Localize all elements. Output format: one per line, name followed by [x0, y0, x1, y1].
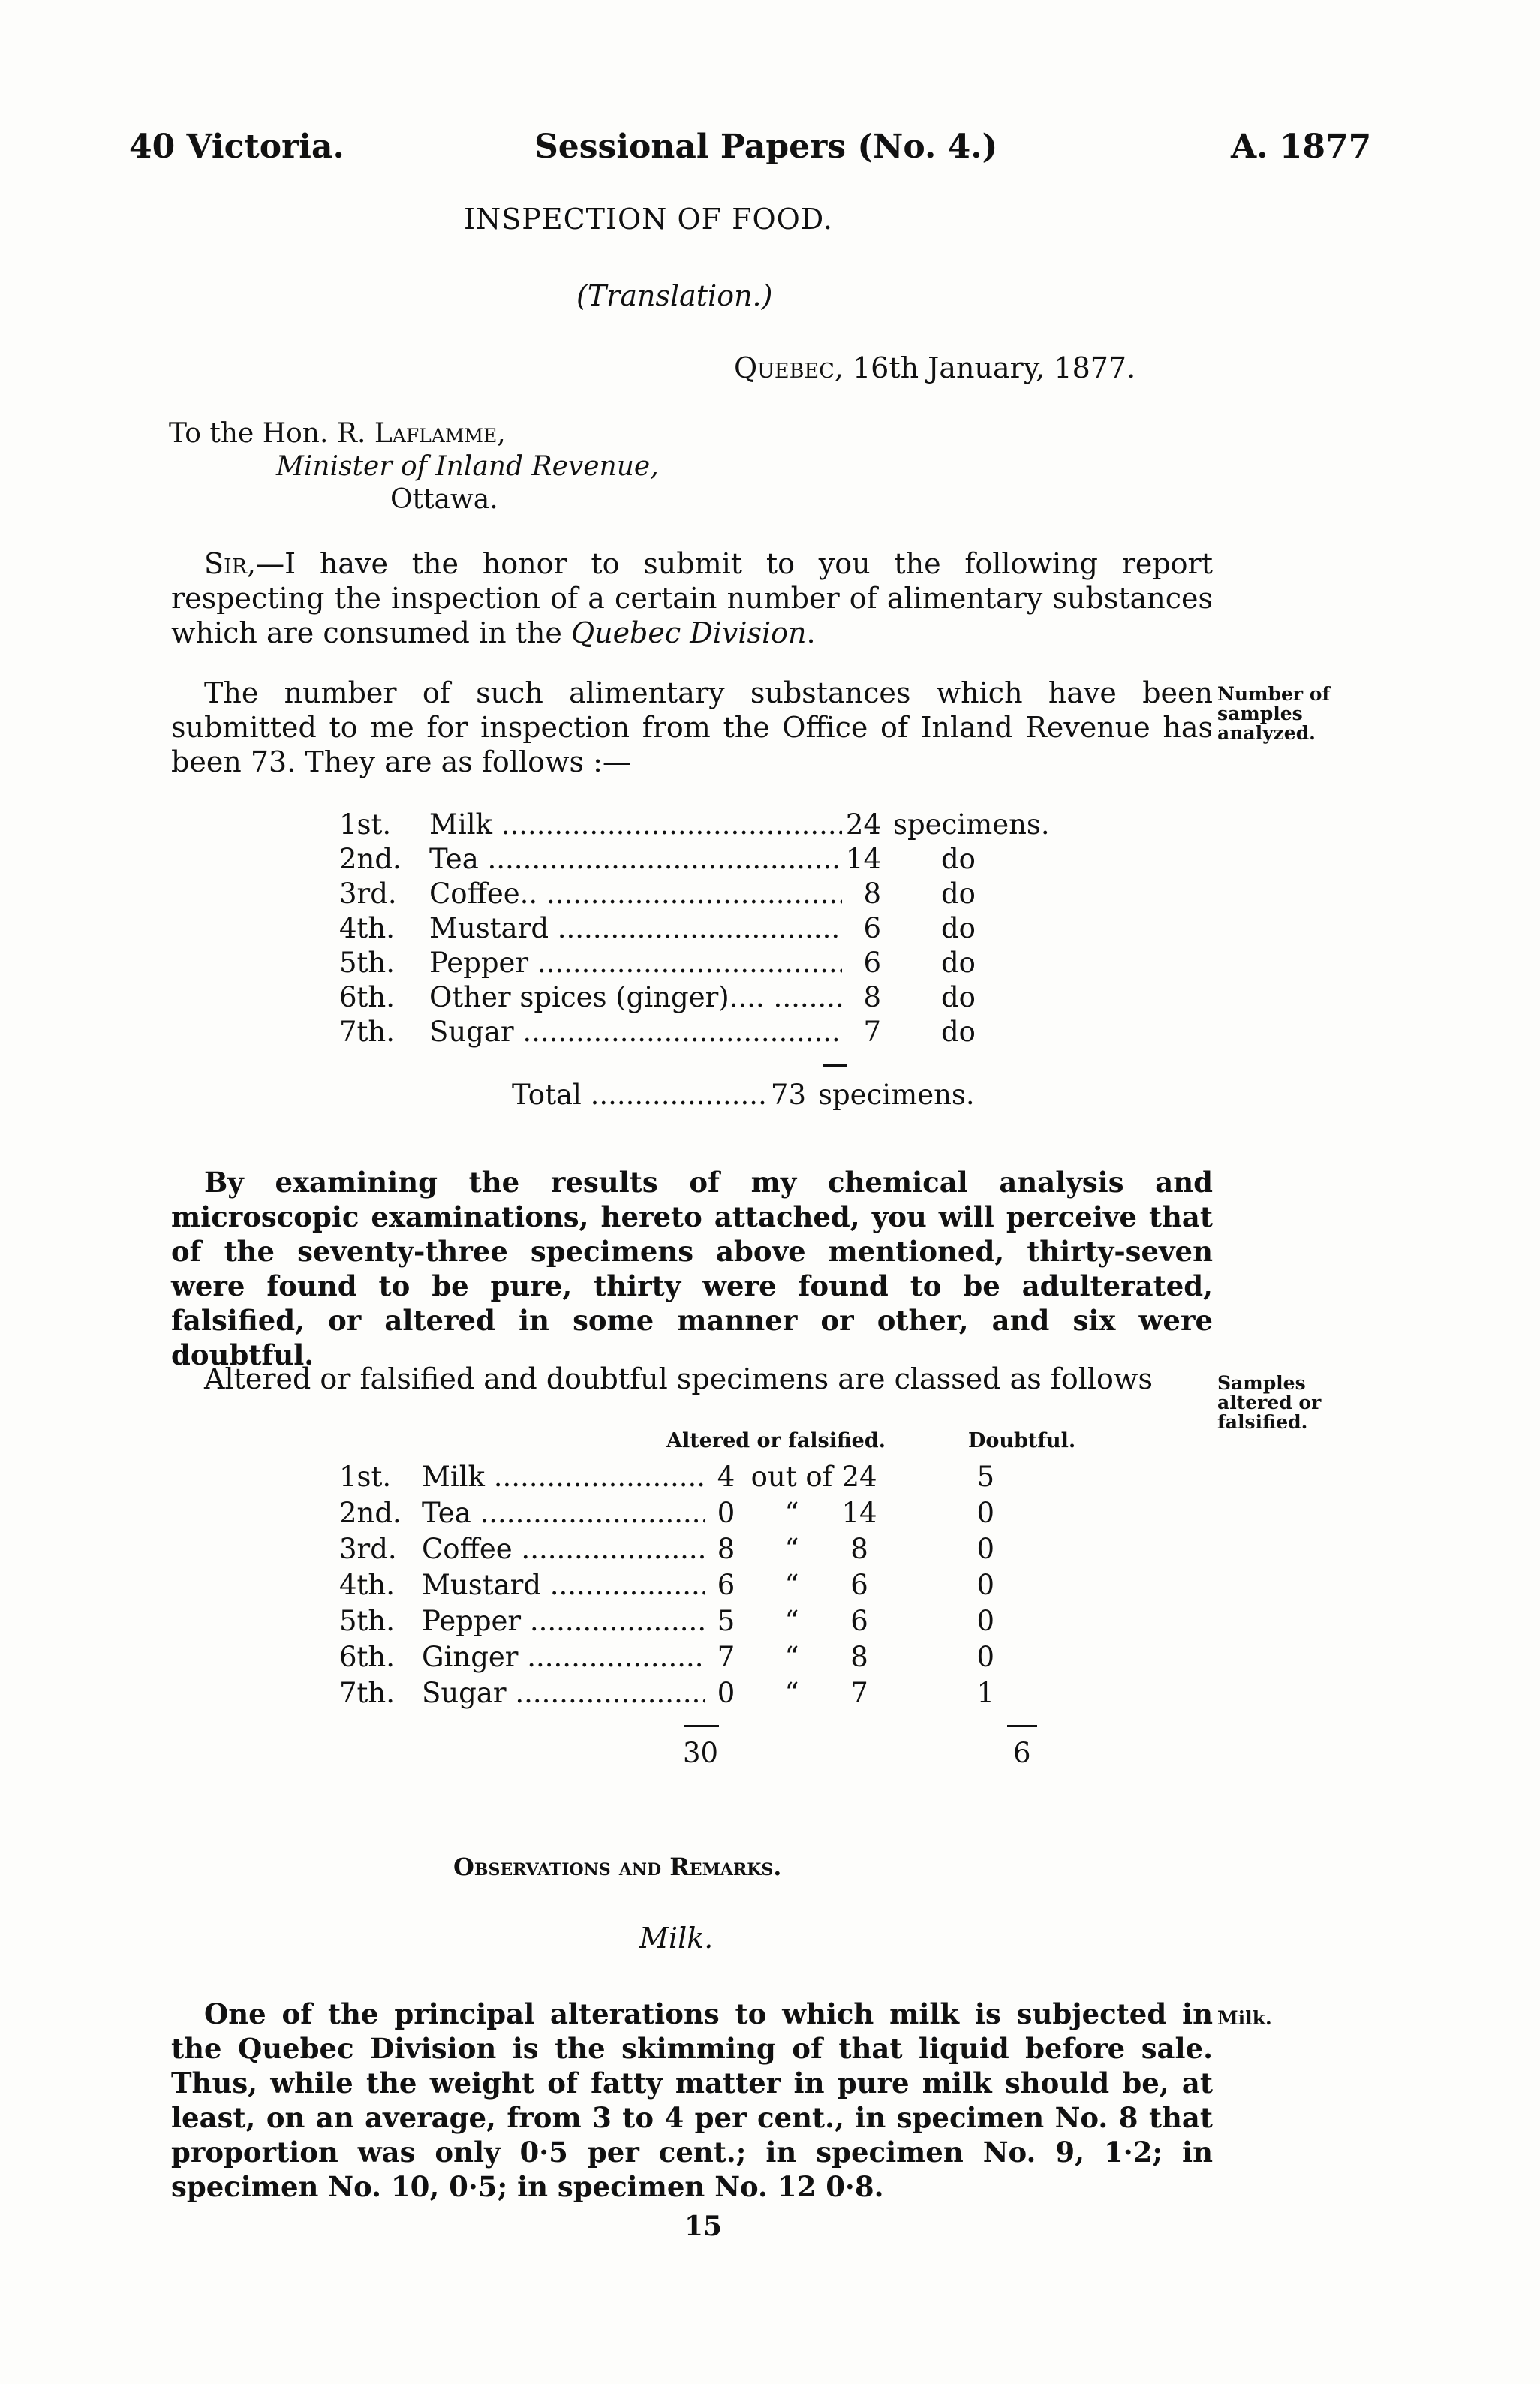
header-center: Sessional Papers (No. 4.) [534, 128, 998, 166]
sample-item-text: Tea [429, 843, 479, 875]
sample-unit: do [941, 912, 976, 944]
classed-total: 6 [850, 1605, 868, 1637]
sample-item [429, 946, 842, 980]
classed-ordinal: 4th. [339, 1569, 395, 1601]
sample-ordinal: 2nd. [339, 843, 402, 875]
salutation: Sir [204, 547, 248, 580]
dateline-date: , 16th January, 1877. [834, 351, 1136, 384]
sample-row [339, 877, 1069, 911]
classed-ordinal: 5th. [339, 1605, 395, 1637]
sample-item-text: Sugar [429, 1016, 514, 1048]
sample-item [429, 980, 842, 1015]
classed-row [339, 1603, 1032, 1639]
classed-item [422, 1603, 705, 1639]
intro-division: Quebec Division [570, 616, 807, 649]
samples-total-label-text: Total [512, 1079, 582, 1111]
sample-ordinal: 6th. [339, 981, 395, 1013]
classed-item [422, 1495, 705, 1531]
col-header-altered: Altered or falsified. [666, 1429, 886, 1452]
classed-item-text: Coffee [422, 1533, 513, 1565]
sample-row [339, 946, 1069, 980]
classed-ordinal: 2nd. [339, 1497, 402, 1529]
classed-doubtful: 1 [976, 1677, 994, 1709]
classed-total: 24 [841, 1461, 877, 1493]
classed-total: 6 [850, 1569, 868, 1601]
classed-total: 8 [850, 1533, 868, 1565]
classed-ordinal: 1st. [339, 1461, 392, 1493]
header-right: A. 1877 [1231, 128, 1372, 166]
classed-altered: 0 [717, 1497, 735, 1529]
intro-end: . [806, 616, 816, 649]
classed-out-of: “ [784, 1605, 799, 1637]
classed-row [339, 1495, 1032, 1531]
altered-total: 30 [683, 1737, 719, 1769]
sample-item-text: Other spices (ginger).... [429, 981, 765, 1013]
classed-row [339, 1567, 1032, 1603]
address-suffix: , [497, 418, 506, 449]
classed-row [339, 1639, 1032, 1675]
sample-ordinal: 5th. [339, 947, 395, 979]
classed-altered: 0 [717, 1677, 735, 1709]
sample-item [429, 877, 842, 911]
samples-total-unit: specimens. [818, 1079, 975, 1111]
sample-item [429, 911, 842, 946]
address-line-3: Ottawa. [390, 484, 498, 515]
samples-total-label [512, 1078, 767, 1112]
classed-ordinal: 3rd. [339, 1533, 397, 1565]
classed-out-of: “ [784, 1641, 799, 1673]
sample-count: 6 [863, 947, 881, 979]
address-line-1 [169, 417, 506, 450]
sample-unit: do [941, 1016, 976, 1048]
sample-row [339, 808, 1069, 842]
sample-row [339, 1015, 1069, 1049]
classed-altered: 7 [717, 1641, 735, 1673]
classed-row [339, 1459, 1032, 1495]
milk-heading: Milk. [639, 1922, 714, 1955]
classed-item-text: Milk [422, 1461, 485, 1493]
sample-count: 8 [863, 981, 881, 1013]
intro-paragraph [171, 546, 1213, 650]
classed-doubtful: 0 [976, 1533, 994, 1565]
classed-doubtful: 5 [976, 1461, 994, 1493]
classed-item-text: Ginger [422, 1641, 519, 1673]
classed-item [422, 1531, 705, 1567]
sample-ordinal: 1st. [339, 808, 392, 841]
classed-doubtful: 0 [976, 1569, 994, 1601]
sample-item [429, 808, 842, 842]
classed-out-of: “ [784, 1677, 799, 1709]
doubtful-total-rule [1007, 1725, 1037, 1727]
classed-row [339, 1531, 1032, 1567]
doubtful-total: 6 [1013, 1737, 1031, 1769]
dateline [734, 351, 1135, 384]
translation-note: (Translation.) [576, 279, 773, 312]
intro-text: ,—I have the honor to submit to you the following report respecting the inspection of a certain number of alimentary substances which are consumed in the [171, 547, 1213, 649]
margin-note-altered: Samples altered or falsified. [1217, 1372, 1322, 1433]
document-title: INSPECTION OF FOOD. [464, 203, 833, 236]
samples-total [512, 1078, 991, 1112]
classed-ordinal: 7th. [339, 1677, 395, 1709]
classed-out-of: “ [784, 1533, 799, 1565]
sample-unit: specimens. [893, 808, 1050, 841]
page-number: 15 [684, 2211, 723, 2242]
classed-altered: 4 [717, 1461, 735, 1493]
classed-item [422, 1459, 705, 1495]
altered-total-rule [684, 1725, 719, 1727]
sample-unit: do [941, 981, 976, 1013]
sample-unit: do [941, 877, 976, 910]
classed-out-of: “ [784, 1497, 799, 1529]
milk-paragraph: One of the principal alterations to which milk is subjected in the Quebec Division is the skimming of that liquid before sale. Thus, while the weight of fatty matter in pure milk should be, at least, on an average, from 3 to 4 per cent., in specimen No. 8 that proportion was only 0·5 per cent.; in specimen No. 9, 1·2; in specimen No. 10, 0·5; in specimen No. 12 0·8. [171, 1997, 1213, 2203]
samples-total-rule [823, 1064, 847, 1067]
classed-table [339, 1459, 1032, 1711]
sample-row [339, 842, 1069, 877]
number-paragraph: The number of such alimentary substances which have been submitted to me for inspection from the Office of Inland Revenue has been 73. They are as follows :— [171, 676, 1213, 778]
margin-note-milk: Milk. [1217, 2007, 1272, 2029]
classed-total: 14 [841, 1497, 877, 1529]
sample-row [339, 911, 1069, 946]
sample-ordinal: 4th. [339, 912, 395, 944]
sample-item-text: Pepper [429, 947, 529, 979]
samples-list [339, 808, 1069, 1049]
address-prefix: To the Hon. R. [169, 418, 374, 449]
samples-total-count: 73 [770, 1079, 806, 1111]
classed-out-of: out of [750, 1461, 833, 1493]
dateline-place: Quebec [734, 351, 835, 384]
sample-unit: do [941, 947, 976, 979]
sample-item [429, 842, 842, 877]
sample-count: 6 [863, 912, 881, 944]
sample-count: 7 [863, 1016, 881, 1048]
classed-item-text: Pepper [422, 1605, 522, 1637]
classed-altered: 6 [717, 1569, 735, 1601]
address-name: Laflamme [374, 418, 498, 449]
sample-ordinal: 3rd. [339, 877, 397, 910]
classed-total: 8 [850, 1641, 868, 1673]
classed-total: 7 [850, 1677, 868, 1709]
margin-note-number: Number of samples analyzed. [1217, 683, 1331, 744]
classed-item [422, 1639, 705, 1675]
sample-ordinal: 7th. [339, 1016, 395, 1048]
classed-altered: 8 [717, 1533, 735, 1565]
classed-row [339, 1675, 1032, 1711]
sample-item [429, 1015, 842, 1049]
classed-paragraph: Altered or falsified and doubtful specimens are classed as follows [204, 1362, 1153, 1395]
col-header-doubtful: Doubtful. [968, 1429, 1076, 1452]
sample-item-text: Mustard [429, 912, 549, 944]
sample-item-text: Coffee.. [429, 877, 538, 910]
classed-item-text: Tea [422, 1497, 471, 1529]
results-paragraph: By examining the results of my chemical analysis and microscopic examinations, hereto attached, you will perceive that of the seventy-three specimens above mentioned, thirty-seven were found to be pure, thirty were found to be adulterated, falsified, or altered in some manner or other, and six were doubtful. [171, 1166, 1213, 1371]
sample-row [339, 980, 1069, 1015]
classed-item [422, 1675, 705, 1711]
header-left: 40 Victoria. [129, 128, 344, 166]
classed-item-text: Mustard [422, 1569, 542, 1601]
sample-unit: do [941, 843, 976, 875]
sample-item-text: Milk [429, 808, 492, 841]
classed-ordinal: 6th. [339, 1641, 395, 1673]
observations-heading: Observations and Remarks. [453, 1853, 782, 1881]
classed-out-of: “ [784, 1569, 799, 1601]
sample-count: 8 [863, 877, 881, 910]
classed-altered: 5 [717, 1605, 735, 1637]
classed-doubtful: 0 [976, 1605, 994, 1637]
address-line-2: Minister of Inland Revenue, [276, 451, 659, 482]
sample-count: 24 [845, 808, 881, 841]
classed-item [422, 1567, 705, 1603]
sample-count: 14 [845, 843, 881, 875]
classed-item-text: Sugar [422, 1677, 507, 1709]
classed-doubtful: 0 [976, 1497, 994, 1529]
classed-doubtful: 0 [976, 1641, 994, 1673]
